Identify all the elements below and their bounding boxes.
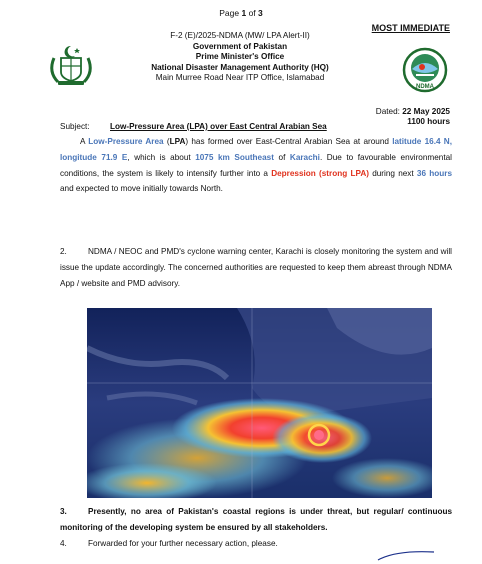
reference-number: F-2 (E)/2025-NDMA (MW/ LPA Alert-II) xyxy=(170,31,310,40)
pakistan-emblem-icon xyxy=(46,44,96,86)
signature-stroke-icon xyxy=(376,544,436,564)
date-block: Dated: 22 May 2025 1100 hours xyxy=(375,107,450,126)
classification-label: MOST IMMEDIATE xyxy=(371,23,450,33)
paragraph-3: 3. Presently, no area of Pakistan's coastal regions is under threat, but regular/ continuous monitoring of the developing system be ensured by all stakeholders. xyxy=(60,507,452,532)
date-value: 22 May 2025 xyxy=(402,107,450,116)
satellite-image xyxy=(87,308,432,498)
subject-text: Low-Pressure Area (LPA) over East Central Arabian Sea xyxy=(110,122,327,131)
letter-header xyxy=(100,31,380,84)
ndma-logo-text: NDMA xyxy=(416,84,434,90)
paragraph-4: 4. Forwarded for your further necessary action, please. xyxy=(60,539,278,548)
subject-line xyxy=(60,122,327,131)
government-line: Government of Pakistan xyxy=(192,41,288,51)
ndma-logo-icon xyxy=(402,47,448,93)
page-number: Page 1 of 3 xyxy=(219,8,263,18)
address-line: Main Murree Road Near ITP Office, Islamabad xyxy=(155,73,325,82)
office-line: Prime Minister's Office xyxy=(195,52,285,61)
time-value: 1100 hours xyxy=(407,116,450,126)
authority-line: National Disaster Management Authority (HQ) xyxy=(151,62,329,72)
paragraph-2: 2. NDMA / NEOC and PMD's cyclone warning center, Karachi is closely monitoring the system and will issue the update accordingly. The concerned authorities are requested to keep them abreast through NDMA App / website and PMD advisory. xyxy=(60,247,452,288)
subject-label: Subject: xyxy=(60,122,90,131)
paragraph-1: A Low-Pressure Area (LPA) has formed over East-Central Arabian Sea at around latitude 16.4 N, longitude 71.9 E, which is about 1075 km Southeast of Karachi. Due to favourable environmental conditions, the system is likely to intensify further into a Depression (strong LPA) during next 36 hours and expected to move initially towards North. xyxy=(60,137,453,194)
